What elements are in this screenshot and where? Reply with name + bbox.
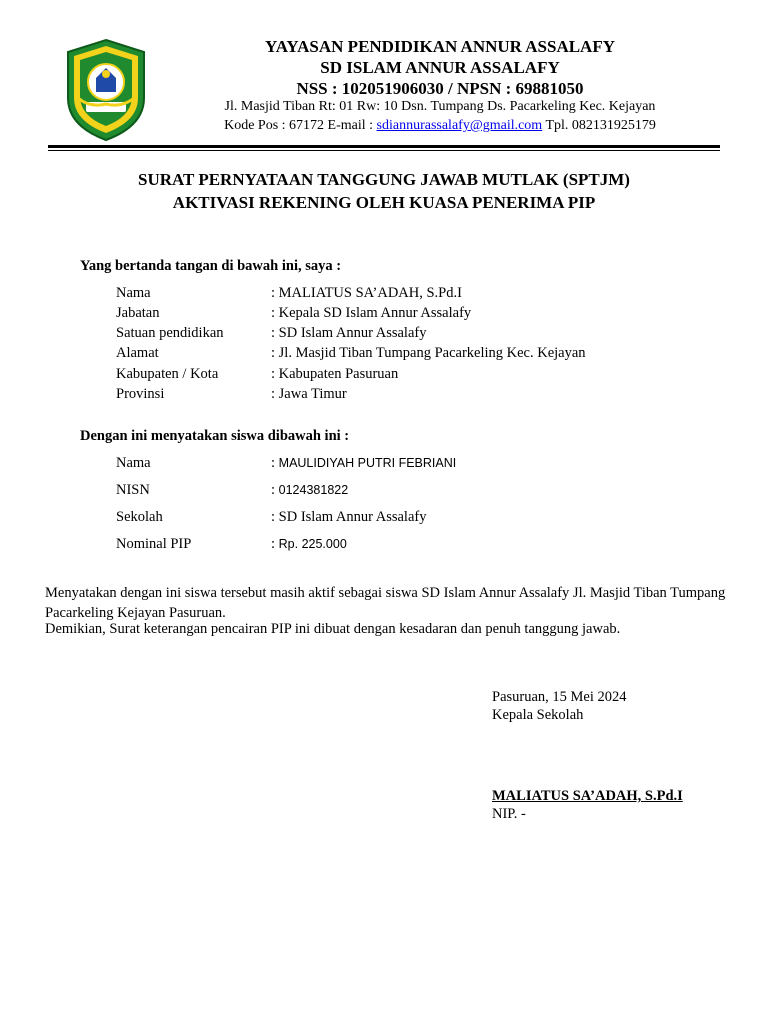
school-name: SD ISLAM ANNUR ASSALAFY xyxy=(320,58,560,77)
row-value: : MALIATUS SA’ADAH, S.Pd.I xyxy=(271,285,462,301)
row-value: : SD Islam Annur Assalafy xyxy=(271,325,427,341)
signer-heading: Yang bertanda tangan di bawah ini, saya : xyxy=(80,258,342,274)
row-value: : Kabupaten Pasuruan xyxy=(271,366,399,382)
header-rule-thick xyxy=(48,145,720,148)
foundation-name: YAYASAN PENDIDIKAN ANNUR ASSALAFY xyxy=(265,37,615,56)
row-colon: : xyxy=(271,482,279,498)
email-link[interactable]: sdiannurassalafy@gmail.com xyxy=(376,118,543,133)
row-label: Kabupaten / Kota xyxy=(116,366,219,382)
row-label: Provinsi xyxy=(116,386,165,402)
student-heading: Dengan ini menyatakan siswa dibawah ini : xyxy=(80,428,350,444)
postal-code: Kode Pos : 67172 E-mail : xyxy=(224,118,377,133)
student-nisn-value: 0124381822 xyxy=(278,483,349,497)
row-value xyxy=(271,455,456,472)
row-value: : Jawa Timur xyxy=(271,386,347,402)
row-value: : Jl. Masjid Tiban Tumpang Pacarkeling Kec. Kejayan xyxy=(271,345,586,361)
row-label: Alamat xyxy=(116,345,159,361)
row-label: Nama xyxy=(116,455,151,471)
student-amount-value: Rp. 225.000 xyxy=(278,537,347,551)
row-colon: : xyxy=(271,536,279,552)
statement-paragraph: Menyatakan dengan ini siswa tersebut masih aktif sebagai siswa SD Islam Annur Assalafy Jl. Masjid Tiban Tumpang Pacarkeling Kejayan Pasuruan. xyxy=(45,585,726,621)
phone-number: Tpl. 082131925179 xyxy=(542,118,656,133)
row-value xyxy=(271,509,426,526)
school-ids: NSS : 102051906030 / NPSN : 69881050 xyxy=(296,79,584,98)
student-name-value: MAULIDIYAH PUTRI FEBRIANI xyxy=(278,456,457,470)
school-contact xyxy=(190,118,690,134)
signer-position: Kepala Sekolah xyxy=(492,707,584,723)
header-rule-thin xyxy=(48,150,720,151)
row-value: : Kepala SD Islam Annur Assalafy xyxy=(271,305,472,321)
row-label: Nama xyxy=(116,285,151,301)
row-colon: : xyxy=(271,455,279,471)
document-title: SURAT PERNYATAAN TANGGUNG JAWAB MUTLAK (SPTJM) xyxy=(138,170,630,189)
row-label: NISN xyxy=(116,482,150,498)
row-label: Nominal PIP xyxy=(116,536,192,552)
signer-nip: NIP. - xyxy=(492,806,526,822)
signer-name: MALIATUS SA’ADAH, S.Pd.I xyxy=(492,788,683,804)
school-address: Jl. Masjid Tiban Rt: 01 Rw: 10 Dsn. Tumpang Ds. Pacarkeling Kec. Kejayan xyxy=(224,99,656,114)
row-label: Satuan pendidikan xyxy=(116,325,224,341)
student-school-value: SD Islam Annur Assalafy xyxy=(278,509,427,525)
closing-paragraph: Demikian, Surat keterangan pencairan PIP ini dibuat dengan kesadaran dan penuh tanggung jawab. xyxy=(45,621,621,637)
place-date: Pasuruan, 15 Mei 2024 xyxy=(492,689,627,705)
school-emblem-icon xyxy=(64,38,148,142)
row-value xyxy=(271,482,348,499)
document-subtitle: AKTIVASI REKENING OLEH KUASA PENERIMA PIP xyxy=(172,193,596,212)
row-label: Sekolah xyxy=(116,509,163,525)
row-value xyxy=(271,536,347,553)
row-label: Jabatan xyxy=(116,305,160,321)
row-colon: : xyxy=(271,509,279,525)
